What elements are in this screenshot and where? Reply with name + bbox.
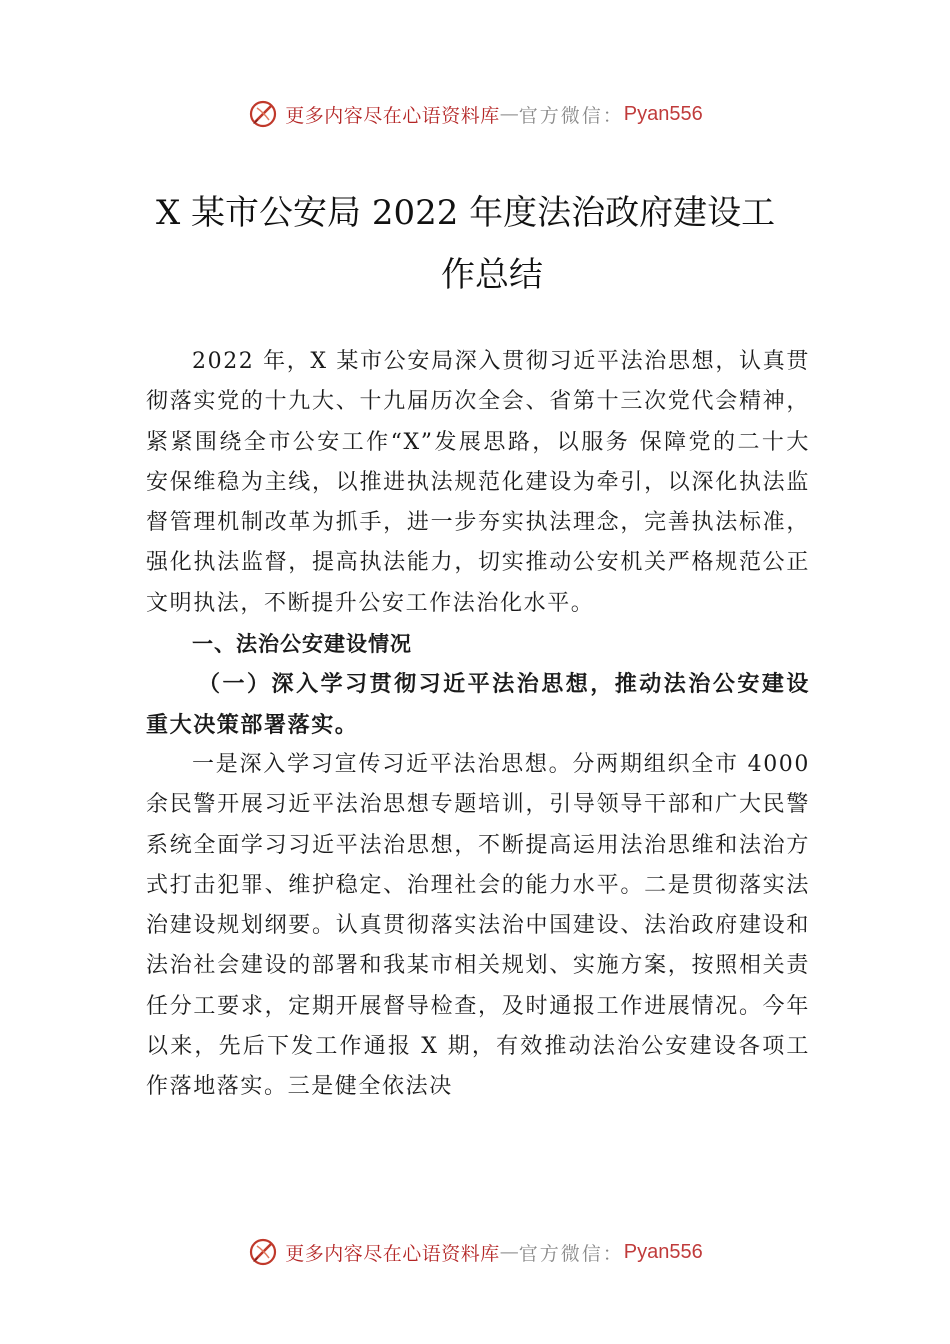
wechat-label: 官方微信： <box>518 1242 624 1265</box>
header-watermark <box>0 94 950 134</box>
wechat-id: Pyan556 <box>623 102 703 125</box>
brush-logo-icon <box>247 1236 279 1268</box>
subsection-heading: （一）深入学习贯彻习近平法治思想，推动法治公安建设重大决策部署落实。 <box>146 671 810 738</box>
separator-dash: — <box>499 1241 519 1263</box>
separator-dash: — <box>499 103 519 125</box>
section-heading: 一、法治公安建设情况 <box>192 632 412 657</box>
wechat-label: 官方微信： <box>518 104 624 127</box>
footer-watermark <box>0 1232 950 1272</box>
document-title <box>140 182 830 306</box>
brush-logo-icon <box>247 98 279 130</box>
title-line-1: X 某市公安局 2022 年度法治政府建设工 <box>156 193 776 233</box>
promo-text: 更多内容尽在心语资料库 <box>285 1242 500 1265</box>
promo-text: 更多内容尽在心语资料库 <box>285 104 500 127</box>
intro-paragraph: 2022 年，X 某市公安局深入贯彻习近平法治思想，认真贯彻落实党的十九大、十九届历次全会、省第十三次党代会精神，紧紧围绕全市公安工作“X”发展思路，以服务 保障党的二十大安保维稳为主线，以推进执法规范化建设为牵引，以深化执法监督管理机制改革为抓手，进一步夯实执法理念，完善执法标准，强化执法监督，提高执法能力，切实推动公安机关严格规范公正文明执法，不断提升公安工作法治化水平。 <box>146 349 810 616</box>
wechat-id: Pyan556 <box>623 1240 703 1263</box>
document-body <box>146 342 810 1108</box>
title-line-2: 作总结 <box>441 255 543 295</box>
body-paragraph: 一是深入学习宣传习近平法治思想。分两期组织全市 4000 余民警开展习近平法治思想专题培训，引导领导干部和广大民警系统全面学习习近平法治思想，不断提高运用法治思维和法治方式打击犯罪、维护稳定、治理社会的能力水平。二是贯彻落实法治建设规划纲要。认真贯彻落实法治中国建设、法治政府建设和法治社会建设的部署和我某市相关规划、实施方案，按照相关责任分工要求，定期开展督导检查，及时通报工作进展情况。今年以来，先后下发工作通报 X 期，有效推动法治公安建设各项工作落地落实。三是健全依法决 <box>146 751 810 1100</box>
